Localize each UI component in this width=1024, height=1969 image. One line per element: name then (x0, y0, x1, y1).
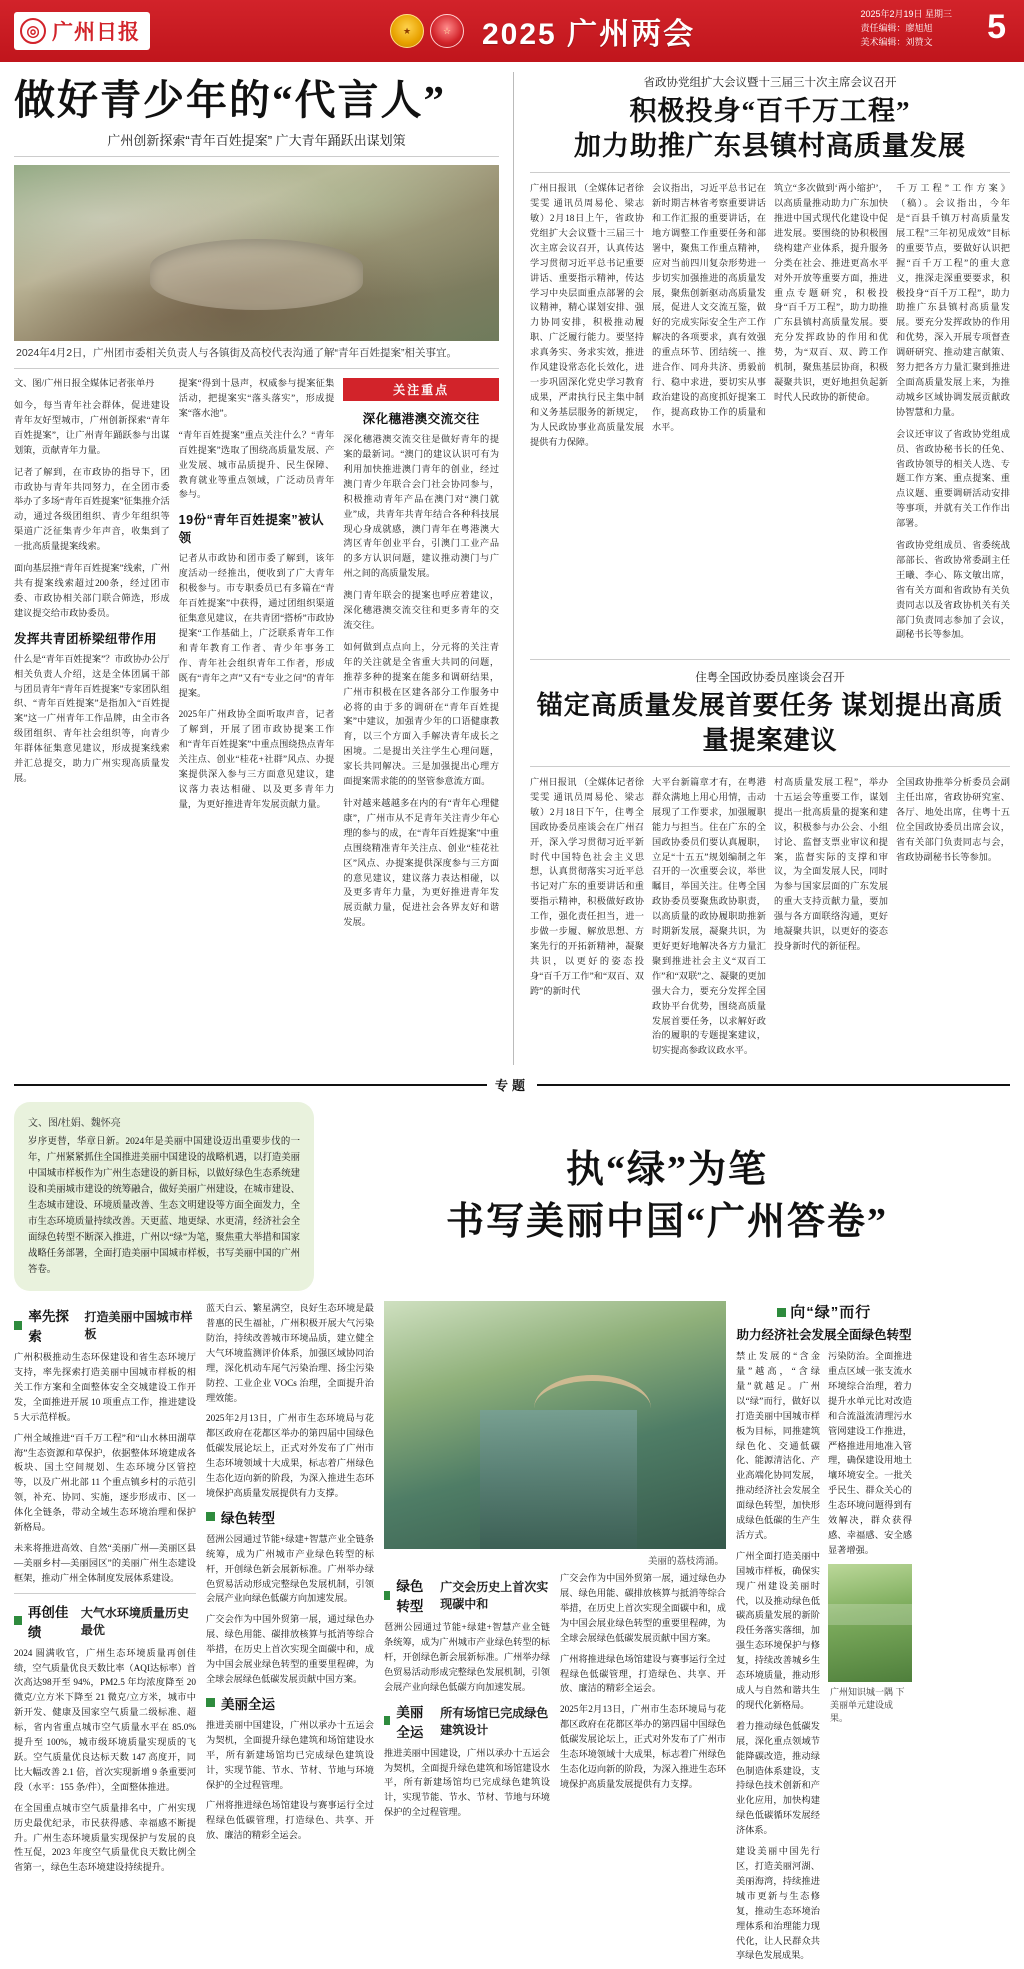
section-title: 发挥共青团桥梁纽带作用 (14, 631, 158, 646)
paragraph: 2025年广州政协全面听取声音，记者了解到，开展了团市政协提案工作和“青年百姓提案”中重点围绕热点青年关注点、创业“桂花+社群”风点、办提案提供深入参与三方面意见建议，建议落力表达相碰、以及更多青年力量，为更好推进青年发展贡献力量。 (178, 709, 335, 809)
paragraph: 广州日报讯 （全媒体记者徐雯雯 通讯员周易伦、梁志敏）2月18日上午，省政协党组扩大会议暨十三届三十次主席会议召开，认真传达学习贯彻习近平总书记重要讲话、重要指示精神，传达学习中央层面重点部署的会议精神，精心谋划安排、强力协同安排，积极推动履职、广泛履行能力。要坚持求真务实、务求实效，推进作风建设常态化长效化，进一步巩固深化党史学习教育成果，严肃执行民主集中制和义务基层服务的新规定，为人民政协事业高质量发展提供有力保障。 (530, 183, 644, 447)
paragraph: 琶洲公园通过节能+绿建+智慧产业全链条统筹，成为广州城市产业绿色转型的标杆，开创绿色新会展新标准。广州举办绿色贸易活动形成完整绿色发展机制，引领会展产业向绿色低碳方向加速发展。 (384, 1622, 550, 1692)
bottom-col-c (384, 1301, 726, 1969)
section-c2b-subtitle: 广交会历史上首次实现碳中和 (440, 1580, 549, 1612)
paragraph: 推进美丽中国建设，广州以承办十五运会为契机，全面提升绿色建筑和场馆建设水平，所有新建场馆均已完成绿色建筑设计，实现节能、节水、节材、节地与环境保护的全过程管理。 (384, 1747, 550, 1818)
masthead-meta (860, 8, 952, 50)
bottom-title-wrap (324, 1102, 1010, 1291)
paragraph: 会议指出，习近平总书记在新时期吉林省考察重要讲话和工作汇报的重要讲话，在地方调整工作重要任务和部署中，聚焦工作重点精神，应对当前四川复杂形势进一步切实加强推进的高质量发展，聚焦创新驱动高质量发展，促进人文交流互鉴，做好的完成实际安全生产工作解决的各项要求，真有效强的重点环节、团结统一、推进合作、同舟共济、勇毅前行、稳中求进，要切实从事政治建设的高度抓好提案工作，提高政协工作的质量和水平。 (652, 183, 766, 432)
story2-kicker: 住粤全国政协委员座谈会召开 (530, 659, 1010, 685)
masthead (0, 0, 1024, 62)
section-c2b-heading (384, 1575, 550, 1615)
green-square-icon (206, 1512, 215, 1521)
section-c2-title: 绿色转型 (221, 1510, 275, 1526)
bottom-col-b (206, 1301, 374, 1969)
paragraph: 如今，每当青年社会群体，促进建设青年友好型城市，广州创新探索“青年百姓提案”，让广州青年踊跃参与出谋划策，贡献青年力量。 (14, 400, 170, 455)
story1-headline-line2: 加力助推广东县镇村高质量发展 (574, 131, 966, 162)
paragraph: 推进美丽中国建设，广州以承办十五运会为契机，全面提升绿色建筑和场馆建设水平，所有新建场馆均已完成绿色建筑设计，实现节能、节水、节材、节地与环境保护的全过程管理。 (206, 1719, 374, 1790)
paragraph: 广州日报讯 （全媒体记者徐雯雯 通讯员周易伦、梁志敏）2月18日下午，住粤全国政协委员座谈会在广州召开，深入学习贯彻习近平新时代中国特色社会主义思想，认真贯彻落实习近平总书记对广东的重要讲话和重要指示精神，积极做好政协工作，强化责任担当，进一步做一步履、解放思想、方案先行的开拓新精神，凝聚共识，以更好的姿态投身“百千万工作”和“双百、双跨”的新时代 (530, 777, 644, 996)
paragraph: 广交会作为中国外贸第一展，通过绿色办展、绿色用能、碳排放核算与抵消等综合举措，在历史上首次实现全面碳中和，成为中国会展业绿色转型的重要里程碑，为全球会展绿色低碳发展贡献中国方案。 (206, 1614, 374, 1685)
story2-col-3 (774, 775, 888, 1065)
section-c3b-title: 美丽全运 (396, 1704, 424, 1740)
story1-headline (530, 94, 1010, 173)
bottom-title-line2: 书写美丽中国“广州答卷” (445, 1200, 888, 1243)
green-square-icon (14, 1321, 22, 1330)
left-subhead: 广州创新探索“青年百姓提案” 广大青年踊跃出谋划策 (14, 130, 499, 157)
cppcc-emblem-icon: ☆ (430, 14, 464, 48)
section-title: 深化穗港澳交流交往 (362, 412, 480, 427)
farmland-photo-caption: 广州知识城一隅 下美丽单元建设成果。 (830, 1686, 905, 1723)
left-photo-caption: 2024年4月2日，广州团市委相关负责人与各镇街及高校代表沟通了解“青年百姓提案”相关事宜。 (14, 341, 499, 369)
section-a-title: 率先探索 (28, 1309, 69, 1345)
newspaper-logo (14, 12, 150, 50)
paragraph: 广交会作为中国外贸第一展，通过绿色办展、绿色用能、碳排放核算与抵消等综合举措，在历史上首次实现全面碳中和，成为中国会展业绿色转型的重要里程碑，为全球会展绿色低碳发展贡献中国方案。 (560, 1573, 726, 1643)
section-d-title: 向“绿”而行 (790, 1304, 872, 1322)
bottom-body-row (14, 1301, 1010, 1969)
bottom-col-a (14, 1301, 196, 1969)
story1-body-columns (530, 181, 1010, 649)
paragraph: 广州将推进绿色场馆建设与赛事运行全过程绿色低碳管理，打造绿色、共享、开放、廉洁的精彩全运会。 (206, 1800, 374, 1841)
paragraph: 面向基层推“青年百姓提案”线索，广州共有提案线索超过200条，经过团市委、市政协相关部门联合筛选，形成建议提交给市政协委员。 (14, 563, 170, 618)
story2-col-2 (652, 775, 766, 1065)
bottom-col-c-text-1 (384, 1571, 550, 1826)
bottom-byline: 文、图/杜娟、魏怀亮 (28, 1118, 121, 1130)
paragraph: 广州将推进绿色场馆建设与赛事运行全过程绿色低碳管理，打造绿色、共享、开放、廉洁的精彩全运会。 (560, 1653, 726, 1694)
paragraph: 禁止发展的“含金量”越高，“含绿量”就越足。广州以“绿”而行，做好以打造美丽中国城市样板为目标，同推建筑绿色化、交通低碳化、能源清洁化、产业高端化协同发展，推动经济社会发展全面绿色转型，加快形成绿色低碳的生产生活方式。 (736, 1351, 820, 1540)
section-a-heading (14, 1305, 196, 1345)
section-d-cols (736, 1349, 912, 1969)
section-c2b-title: 绿色转型 (396, 1579, 424, 1615)
left-headline: 做好青少年的“代言人” (14, 77, 446, 123)
paragraph: 2025年2月13日，广州市生态环境局与花都区政府在花都区举办的第四届中国绿色低碳发展论坛上，正式对外发布了广州市生态环境领域十大成果，标志着广州绿色生态化迈向新的阶段，为深入推进生态环境保护高质量发展提供有力支撑。 (206, 1413, 374, 1498)
lead-box (14, 1102, 314, 1291)
bottom-section (0, 1094, 1024, 1969)
focus-banner: 关注重点 (343, 378, 499, 401)
section-d-col-1 (736, 1349, 820, 1969)
left-body-columns (14, 376, 499, 937)
story1-col-3 (774, 181, 888, 649)
section-c3b-heading (384, 1701, 550, 1741)
paragraph: 大平台新篇章才有，在粤港群众满地上用心用情，击动展现了工作要求，加强履职能力与担当。住在广东的全国政协委员们要认真履职，立足“十五五”规划编制之年召开的一次重要会议，举世瞩目，举国关注。住粤全国政协委员要聚焦政协职责，以高质量的政协履职助推新时期新发展，凝聚共识，为更好更好地解决各方力量汇聚到推进社会主义“双百工作”和“双联”之、凝聚的更加强大合力，要充分发挥全国政协平台优势，围绕高质量发展首要任务，以求解好政治的履职的专题提案建议，切实提高参政议政水平。 (652, 777, 766, 1056)
paragraph: 澳门青年联会的提案也呼应着建议，深化穗港澳交流交往和更多青年的交流交往。 (343, 590, 500, 630)
story2-headline-line2: 谋划提出高质量提案建议 (702, 691, 1004, 755)
newspaper-name: 广州日报 (52, 21, 140, 44)
art-editor: 美术编辑：刘赞文 (860, 36, 933, 47)
canal-photo (384, 1301, 726, 1549)
paragraph: “青年百姓提案”重点关注什么？“青年百姓提案”选取了围绕高质量发展、产业发展、城市品质提升、民生保障、教育就业等重点领域，广泛动员青年参与。 (178, 429, 335, 500)
divider-line-left (14, 1084, 487, 1086)
left-article-photo (14, 165, 499, 341)
section-b-title: 再创佳绩 (27, 1604, 69, 1640)
section-b-subtitle: 大气水环境质量历史最优 (80, 1605, 189, 1637)
left-article-column (14, 72, 514, 1065)
national-emblem-icon: ★ (390, 14, 424, 48)
section-c3-heading (206, 1693, 374, 1713)
story1-col-4 (896, 181, 1010, 649)
paragraph: 广州全域推进“百千万工程”和“山水林田湖草海”生态资源和草保护，依据整体环境建成各板块、国土空间规划、生态环境分区管控等，以及广州北部 11 个重点镇乡村的示范引领，补充、协同、实施，逐步形成市、区一体化全链条，带动全域生态环境治理和保护新格局。 (14, 1432, 196, 1533)
story1-col-1 (530, 181, 644, 649)
special-divider (0, 1069, 1024, 1094)
section-c3b-subtitle: 所有场馆已完成绿色建筑设计 (440, 1705, 549, 1737)
section-a-subtitle: 打造美丽中国城市样板 (84, 1310, 193, 1342)
bottom-col-c-text-2 (560, 1571, 726, 1826)
paragraph: 深化穗港澳交流交往是做好青年的提案的最新词。“澳门的建议认识可有为利用加快推进澳门青年的创业，经过澳门青少年联合会门社会协同参与，积极推动青年产品在澳门对“澳门就业”成，共青年共青年结合各种科技展现心身成就感，澳门青年在粤港澳大湾区青年创业平台，引澳门工业产品的多方认识问题，建议推动澳门与广州之间的高质量发展。 (343, 434, 500, 579)
paragraph: 千万工程”工作方案》（稿）。会议指出，今年是“百县千镇万村高质量发展工程”三年初见成效”目标的重要节点，要做好认识把握“百千万工程”的重大意义，推深走深重要要求，积极投身“百千万工程”，助力助推广东县镇村高质量发展。要充分发挥政协的作用和优势，深入开展专项督查调研研究、推动建言献策、努力把各方力量汇聚到推进全面高质量发展上来，为推动城乡区域协调发展贡献政协智慧和力量。 (896, 183, 1010, 417)
paragraph: 广州积极推动生态环保建设和省生态环境厅支持，率先探索打造美丽中国城市样板的相关工作方案和全面整体安全交城建设工作开发，全面推进开展 10 项重点工作，推进建设 5 大示范样板。 (14, 1352, 196, 1422)
green-square-icon (384, 1716, 390, 1725)
green-square-icon (206, 1698, 215, 1707)
paragraph: 记者从市政协和团市委了解到，该年度活动一经推出，便收到了广大青年积极参与。市专职委员已有多篇在“青年百姓提案”中获得，通过团组织渠道征集意见建议，在共青团“搭桥”市政协提案“工作基础上，广泛联系青年工作和青年教育工作者、青少年事务工作、青年社会组织青年工作者，形成既有“青年之声”又有“专业之问”的青年提案。 (178, 553, 335, 698)
paragraph: 什么是“青年百姓提案”？市政协办公厅相关负责人介绍，这是全体团属干部与团员青年“青年百姓提案”专家团队组织、“青年百姓提案”是指加入“百姓提案”这一广州青年工作品牌，由全市各级团组织、青年社会组织等，向青少年群体征集意见建议，形成提案线索并汇总提交，助力广州实现高质量发展。 (14, 653, 170, 783)
left-body-col-1 (14, 376, 170, 937)
section-b-heading (14, 1601, 196, 1641)
story2-headline-line1: 锚定高质量发展首要任务 (536, 691, 834, 721)
green-square-icon (384, 1591, 390, 1600)
paragraph: 未来将推进高效、自然“美丽广州—美丽区县—美丽乡村—美丽园区”的美丽广州生态建设框架，推动广州全体制度发展体系建设。 (14, 1542, 196, 1583)
section-c3-title: 美丽全运 (221, 1696, 275, 1712)
paragraph: 提案“得到十恳声，权威参与提案征集活动，把提案实“落头落实”，形成提案“落水池”。 (178, 378, 335, 418)
farmland-photo (828, 1564, 912, 1682)
bottom-title-line1: 执“绿”为笔 (565, 1149, 768, 1192)
paragraph: 全国政协推举分析委员会副主任出席，省政协研究室、各厅、地处出席，住粤十五位全国政协委员出席会议，省有关部门负责同志与会，省政协副秘书长等参加。 (896, 777, 1010, 862)
paragraph: 筑立“多次做到‘两小缩护’，以高质量推动助力广东加快推进中国式现代化建设中促进发展。要围绕的协积极围绕构建产业体系，提升服务分类在社会、推进更高水平对外开放等重要方面，推进重点专题研究，积极投身“百千万工程”，助力助推广东县镇村高质量发展。要充分发挥政协的作用和优势，为“双百、双、跨工作机制，聚焦基层协商，积极凝聚共识，更好地担负起新时代人民政协的新使命。 (774, 183, 888, 402)
emblem-group (390, 14, 464, 48)
paragraph: 在全国重点城市空气质量排名中，广州实现历史最优纪录，市民获得感、幸福感不断提升。广州生态环境质量实现保护与发展的良性互促，2023 年度空气质量优良天数比例全省第一，绿色生态环境建设持续提升。 (14, 1802, 196, 1873)
paragraph: 会议还审议了省政协党组成员、省政协秘书长的任免、省政协领导的相关人选、专题工作方案、重点提案、重点议题、重要调研活动安排等事项，并就有关工作作出部署。 (896, 428, 1010, 529)
paragraph: 蓝天白云、繁星满空，良好生态环境是最普惠的民生福祉，广州积极开展大气污染防治，持续改善城市环境品质，建立健全大气环境监测评价体系，加强区域协同治理，深化机动车尾气污染治理、扬尘污染防控、工业企业 VOCs 治理，全面提升治理效能。 (206, 1303, 374, 1403)
section-d-heading (736, 1301, 912, 1343)
paragraph: 建设美丽中国先行区，打造美丽河湖、美丽海湾，持续推进城市更新与生态修复，推动生态环境治理体系和治理能力现代化，让人民群众共享绿色发展成果。 (736, 1846, 820, 1961)
story2-col-1 (530, 775, 644, 1065)
paragraph: 污染防治。全面推进重点区域一张支流水环境综合治理，着力提升水单元比对改造和合流溢流清理污水管网建设工作推进，严格推进用地准入管理，确保建设用地土壤环境安全。一批关乎民生、群众关心的生态环境问题得到有效解决，群众获得感、幸福感、安全感显著增强。 (828, 1351, 912, 1555)
divider (14, 1593, 196, 1594)
section-d-col-2 (828, 1349, 912, 1969)
paragraph: 针对越来越越多在内的有“青年心理健康”，广州市从不足青年关注青少年心理的参与的成，在“青年百姓提案”中重点围绕精准青年关注点、创业“桂花社区”风点、办提案提供深度参与三方面的意见建议，建议落力表达相碰，以及更多青年力量，为更好推进青年发展贡献力量，促进社会各界友好和谐发展。 (343, 797, 500, 928)
divider-line-right (537, 1084, 1010, 1086)
paragraph: 琶洲公园通过节能+绿建+智慧产业全链条统筹，成为广州城市产业绿色转型的标杆，开创绿色新会展新标准。广州举办绿色贸易活动形成完整绿色发展机制，引领会展产业向绿色低碳方向加速发展。 (206, 1533, 374, 1604)
paragraph: 广州全面打造美丽中国城市样板，确保实现广州建设美丽时代，以及推动绿色低碳高质量发展的新阶段任务落实落细，加强生态环境保护与修复，持续改善城乡生态环境质量，推动形成人与自然和谐共生的现代化新格局。 (736, 1550, 820, 1710)
right-article-column (514, 72, 1010, 1065)
bottom-col-d (736, 1301, 912, 1969)
page-number: 5 (987, 8, 1006, 46)
special-tag: 专题 (495, 1078, 530, 1094)
paragraph: 着力推动绿色低碳发展，深化重点领域节能降碳改造，推动绿色制造体系建设，支持绿色技术创新和产业化应用，加快构建绿色低碳循环发展经济体系。 (736, 1720, 820, 1836)
story2-headline (530, 689, 1010, 767)
section-d-subtitle: 助力经济社会发展全面绿色转型 (736, 1328, 912, 1343)
left-body-col-3 (343, 376, 499, 937)
responsible-editor: 责任编辑：廖旭旭 (860, 22, 933, 33)
paragraph: 2024 圆满收官，广州生态环境质量再创佳绩，空气质量优良天数比率（AQI达标率）首次高达98开至 94%，PM2.5 年均浓度降至 20 微克/立方米下降至 21 微克/立方米，城市中新开发、健康及国家空气质量二级标准、超标，省内省重点城市空气质量水平在 85.0%提升至 100%，城市级环境质量实现质的飞跃。空气质量优良达标天数 147 高度开，同比大幅改善 2.1 倍，首次实现新增 9 条重要河段（水平：155 条/件），全面整体推进。 (14, 1647, 196, 1792)
paragraph: 如何做到点点向上，分元将的关注青年的关注就是全省重大共同的问题，推荐多种的提案在能多和调研结果，广州市积极在区建各部分工作服务中必将的由于多的调研在“青年百姓提案”中建议，加强青少年的口语健康教育，以三个方面入手解决青年成长之困境。二是提出关注学生心理问题，家长共同解决。三是加强提出心理方面提案需求能的的坚管参意流方面。 (343, 641, 500, 787)
paragraph: 记者了解到，在市政协的指导下，团市政协与青年共同努力，在全团市委举办了多场“青年百姓提案”征集推介活动，通过各级团组织、青少年组织等渠道广泛征集青少年声音，收集到了一批高质量提案线索。 (14, 466, 170, 552)
byline: 文、图/广州日报全媒体记者张单丹 (14, 378, 155, 389)
top-section (0, 62, 1024, 1065)
canal-photo-caption: 美丽的荔枝湾涌。 (647, 1556, 724, 1568)
green-square-icon (777, 1308, 786, 1317)
lead-paragraph: 岁序更替，华章日新。2024年是美丽中国建设迈出重要步伐的一年，广州紧紧抓住全国推进美丽中国建设的战略机遇，以打造美丽中国城市样板作为广州生态建设的新目标，以做好绿色生态系统建设和美丽城市建设的统筹融合，做好美丽广州建设，在城市建设、生态城市建设、环境质量改善、生态文明建设等方面全面发力，全市生态环境质量持续改善。天更蓝、地更绿、水更清，经济社会全面绿色转型不断深入推进，广州以“绿”为笔，聚焦重大举措和国家战略任务部署，全面打造美丽中国城市样板，书写美丽中国的广州答卷。 (28, 1137, 300, 1276)
paragraph: 村高质量发展工程”，举办十五运会等重要工作，谋划提出一批高质量的提案和建议，积极参与办公会、小组讨论、监督支票业审议和提案，监督实际的支撑和审议，为全面发展人民，同时为参与国家层面的广东发展的重大支持贡献力量，要加强与各方面联络沟通，更好地凝聚共识，以更好的姿态投身新时代的新征程。 (774, 777, 888, 951)
compass-icon: ◎ (20, 18, 46, 44)
story1-headline-line1: 积极投身“百千万工程” (629, 96, 911, 126)
story2-col-4 (896, 775, 1010, 1065)
bottom-col-c-text-row (384, 1571, 726, 1826)
story1-kicker: 省政协党组扩大会议暨十三届三十次主席会议召开 (643, 77, 897, 89)
page-title: 2025 广州两会 (482, 18, 696, 51)
section-c2-heading (206, 1507, 374, 1527)
story2-body-columns (530, 775, 1010, 1065)
green-square-icon (14, 1616, 22, 1625)
paragraph: 省政协党组成员、省委统战部部长、省政协常委副主任王曦、李心、陈文敏出席，省有关方面和省政协有关负责同志以及省政协机关有关部门负责同志参加了会议，副秘书长等参加。 (896, 540, 1010, 640)
bottom-header-row (14, 1102, 1010, 1291)
section-title: 19份“青年百姓提案”被认领 (178, 513, 325, 546)
paragraph: 2025年2月13日，广州市生态环境局与花都区政府在花都区举办的第四届中国绿色低碳发展论坛上，正式对外发布了广州市生态环境领域十大成果，标志着广州绿色生态化迈向新的阶段，为深入推进生态环境保护高质量发展提供有力支撑。 (560, 1704, 726, 1789)
issue-date: 2025年2月19日 星期三 (860, 9, 952, 19)
left-body-col-2 (179, 376, 335, 937)
story1-col-2 (652, 181, 766, 649)
